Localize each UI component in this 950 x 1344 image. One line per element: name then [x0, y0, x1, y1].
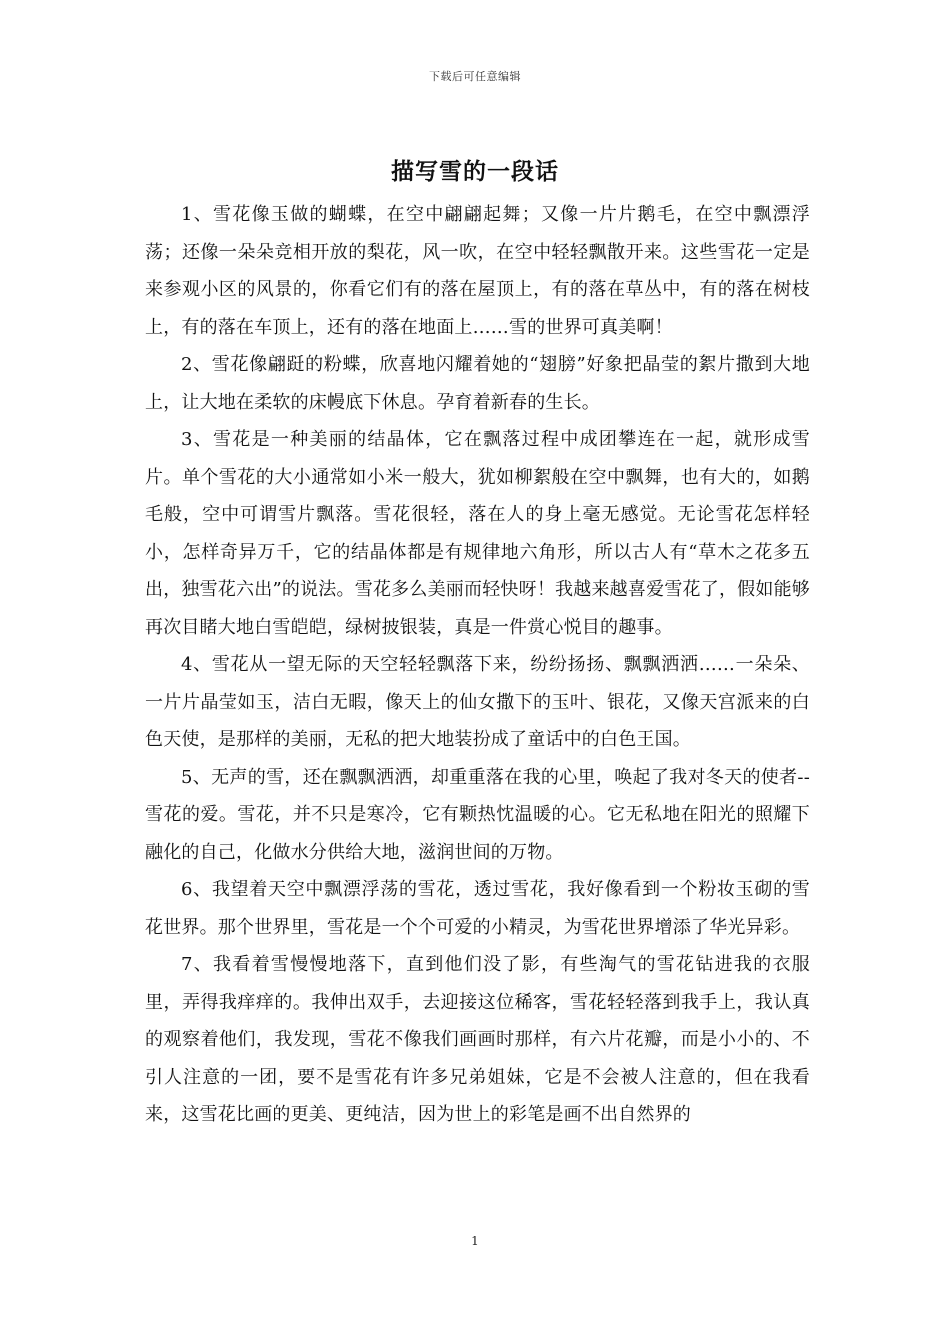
- paragraph-3: 3、雪花是一种美丽的结晶体，它在飘落过程中成团攀连在一起，就形成雪片。单个雪花的大小通常如小米一般大，犹如柳絮般在空中飘舞，也有大的，如鹅毛般，空中可谓雪片飘落。雪花很轻，落在人的身上毫无感觉。无论雪花怎样轻小，怎样奇异万千，它的结晶体都是有规律地六角形，所以古人有“草木之花多五出，独雪花六出”的说法。雪花多么美丽而轻快呀！我越来越喜爱雪花了，假如能够再次目睹大地白雪皑皑，绿树披银装，真是一件赏心悦目的趣事。: [145, 429, 810, 638]
- paragraph-6: 6、我望着天空中飘漂浮荡的雪花，透过雪花，我好像看到一个粉妆玉砌的雪花世界。那个世界里，雪花是一个个可爱的小精灵，为雪花世界增添了华光异彩。: [145, 879, 810, 938]
- document-title: 描写雪的一段话: [391, 158, 559, 185]
- header-note: 下载后可任意编辑: [429, 70, 521, 83]
- paragraph-2: 2、雪花像翩跹的粉蝶，欣喜地闪耀着她的“翅膀”好象把晶莹的絮片撒到大地上，让大地在柔软的床幔底下休息。孕育着新春的生长。: [145, 354, 810, 413]
- paragraph-1: 1、雪花像玉做的蝴蝶，在空中翩翩起舞；又像一片片鹅毛，在空中飘漂浮荡；还像一朵朵竞相开放的梨花，风一吹，在空中轻轻飘散开来。这些雪花一定是来参观小区的风景的，你看它们有的落在屋顶上，有的落在草丛中，有的落在树枝上，有的落在车顶上，还有的落在地面上……雪的世界可真美啊！: [145, 204, 810, 338]
- document-body: [145, 196, 810, 1134]
- page-number: 1: [471, 1234, 479, 1248]
- paragraph-4: 4、雪花从一望无际的天空轻轻飘落下来，纷纷扬扬、飘飘洒洒……一朵朵、一片片晶莹如玉，洁白无暇，像天上的仙女撒下的玉叶、银花，又像天宫派来的白色天使，是那样的美丽，无私的把大地装扮成了童话中的白色王国。: [145, 654, 810, 750]
- paragraph-5: 5、无声的雪，还在飘飘洒洒，却重重落在我的心里，唤起了我对冬天的使者--雪花的爱。雪花，并不只是寒冷，它有颗热忱温暖的心。它无私地在阳光的照耀下融化的自己，化做水分供给大地，滋润世间的万物。: [145, 766, 810, 863]
- paragraph-7: 7、我看着雪慢慢地落下，直到他们没了影，有些淘气的雪花钻进我的衣服里，弄得我痒痒的。我伸出双手，去迎接这位稀客，雪花轻轻落到我手上，我认真的观察着他们，我发现，雪花不像我们画画时那样，有六片花瓣，而是小小的、不引人注意的一团，要不是雪花有许多兄弟姐妹，它是不会被人注意的，但在我看来，这雪花比画的更美、更纯洁，因为世上的彩笔是画不出自然界的: [145, 954, 810, 1125]
